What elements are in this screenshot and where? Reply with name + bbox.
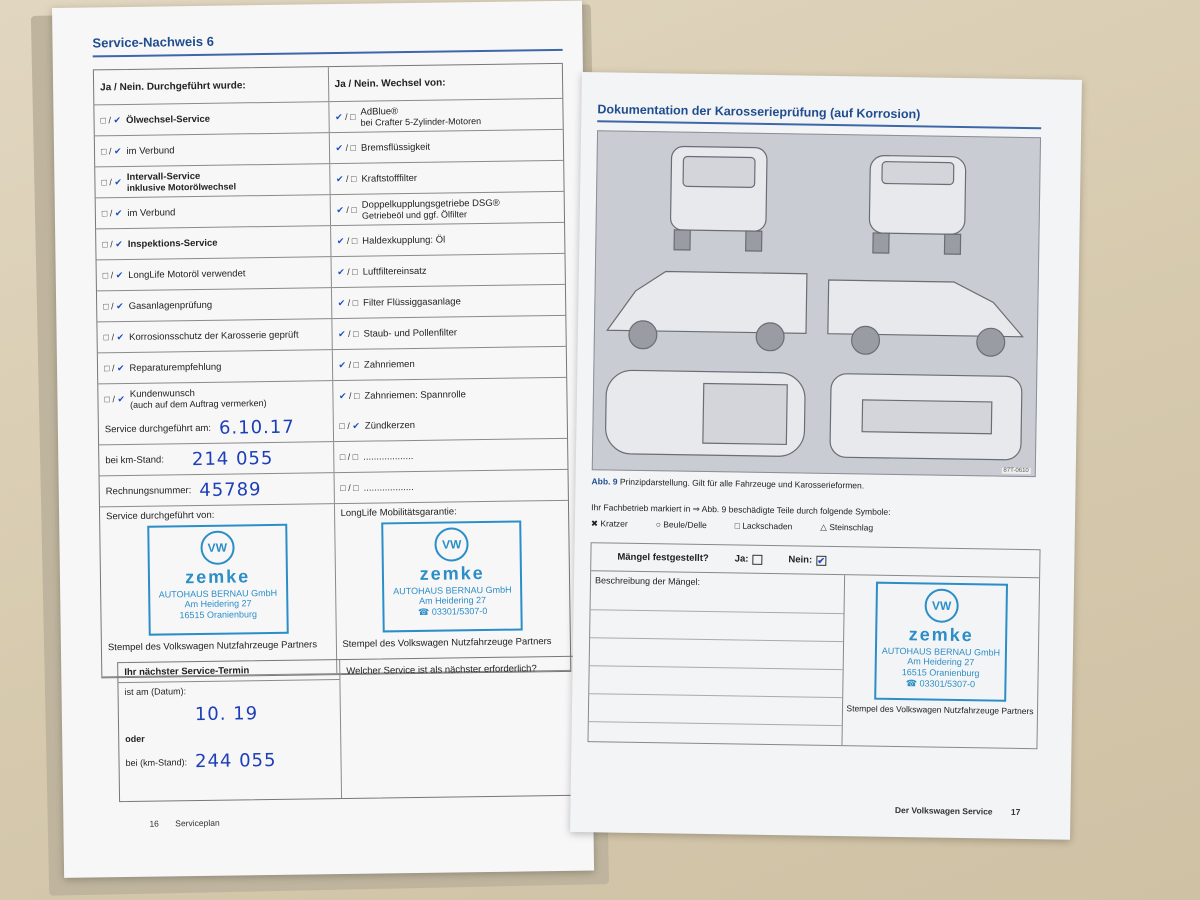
rear-wheel-right [746,231,762,251]
checkbox-pair[interactable]: ✔ / □ [338,328,359,339]
yes-label: Ja: [734,553,749,565]
next-service-box [117,656,577,802]
stamp-caption: Stempel des Volkswagen Nutzfahrzeuge Partners [846,703,1034,717]
right-page [570,72,1082,840]
stamp-line1: AUTOHAUS BERNAU GmbH [393,584,512,596]
cargo-bed [703,383,787,444]
checkbox-pair[interactable]: □ / □ [340,482,359,494]
row-right-label: Filter Flüssiggasanlage [363,295,461,309]
stamp-line2: Am Heidering 27 [418,595,487,607]
km-value: 214 055 [191,447,274,470]
checkbox-pair[interactable]: ✔ / □ [335,142,357,153]
row-right-sub: Getriebeöl und ggf. Ölfilter [361,208,468,221]
next-service-question: Welcher Service ist als nächster erforderlich? [346,663,537,677]
legend-stone-chip: △ Steinschlag [820,521,874,533]
row-left-label: im Verbund [127,206,176,219]
checkbox-pair[interactable]: □ / ✔ [104,393,126,404]
row-left-label: Inspektions-Service [127,237,218,250]
rear-wheel-left [674,230,690,250]
next-date-value: 10. 19 [194,703,259,726]
stamp-line1: AUTOHAUS BERNAU GmbH [881,645,1001,658]
stamp-line4: ☎ 03301/5307-0 [418,606,488,618]
checkbox-pair[interactable]: □ / ✔ [103,362,125,373]
symbol-legend [591,518,1041,536]
row-right-label: Haldexkupplung: Öl [362,234,446,247]
stamp-line3: 16515 Oranienburg [901,667,980,679]
row-left-label: LongLife Motoröl verwendet [128,267,246,281]
row-left-label: Kundenwunsch [129,387,195,400]
stamp-line3: 16515 Oranienburg [179,609,258,621]
writing-line [591,609,844,614]
invoice-label: Rechnungsnummer: [105,484,192,497]
row-right-label: Staub- und Pollenfilter [363,326,458,340]
row-left-label: Intervall-Service [126,170,201,183]
stamp-name: zemke [185,566,251,588]
description-label: Beschreibung der Mängel: [594,575,701,587]
checkbox-pair[interactable]: □ / ✔ [101,207,123,218]
caption-label: Abb. 9 [591,476,618,487]
next-date-label: ist am (Datum): [124,686,187,698]
vw-logo-icon: VW [924,588,959,623]
blank-line: ................... [363,450,414,463]
row-right-label: AdBlue® [360,105,399,118]
next-km-label: bei (km-Stand): [125,756,188,768]
stamp-line2: Am Heidering 27 [184,598,252,610]
right-footer [895,805,1021,817]
checkbox-pair[interactable]: □ / ✔ [339,420,360,431]
stamp-caption: Stempel des Volkswagen Nutzfahrzeuge Partners [342,636,552,651]
next-service-title: Ihr nächster Service-Termin [118,660,339,683]
stamp-caption: Stempel des Volkswagen Nutzfahrzeuge Partners [107,639,318,654]
checkbox-pair[interactable]: ✔ / □ [337,266,358,277]
front-wheel-right [944,234,960,254]
checkbox-pair[interactable]: □ / ✔ [103,300,124,311]
row-left-label: Ölwechsel-Service [125,113,211,126]
dealer-stamp [147,524,289,636]
checkbox-pair[interactable]: ✔ / □ [335,173,357,184]
row-right-label: Kraftstofffilter [361,172,418,185]
yes-checkbox[interactable] [752,554,762,564]
checkbox-pair[interactable]: □ / ✔ [103,331,125,342]
stamp-line2: Am Heidering 27 [907,656,975,668]
row-right-label: Luftfiltereinsatz [362,265,427,278]
checkbox-pair[interactable]: □ / ✔ [100,114,122,125]
vw-logo-icon: VW [200,531,234,565]
vehicle-diagram-svg [593,131,1040,476]
legend-paint-damage: □ Lackschaden [734,520,793,532]
service-date-value: 6.10.17 [218,416,295,439]
side-wheel [977,328,1005,356]
underbody [862,400,992,434]
km-label: bei km-Stand: [105,453,165,466]
stamp-name: zemke [419,563,485,584]
windshield [882,162,954,185]
right-footer-label: Der Volkswagen Service [894,805,993,817]
checkbox-pair[interactable]: ✔ / □ [336,235,358,246]
left-page-number: 16 [149,818,159,829]
checkbox-pair[interactable]: □ / ✔ [102,238,123,249]
defects-label: Mängel festgestellt? [617,551,709,565]
spark-plugs-label: Zündkerzen [364,419,416,432]
or-label: oder [125,733,145,745]
stamp-line4: ☎ 03301/5307-0 [905,678,976,690]
row-left-label: Korrosionsschutz der Karosserie geprüft [129,329,299,343]
row-left-sub: inklusive Motorölwechsel [126,180,237,193]
title-rule [597,120,1041,129]
checkbox-pair[interactable]: □ / ✔ [100,145,122,156]
invoice-value: 45789 [199,478,262,501]
side-wheel [629,321,657,349]
rear-window [683,156,755,187]
diagram-code: 87T-0610 [1003,467,1029,475]
col1-header: Ja / Nein. Durchgeführt wurde: [100,79,246,93]
service-by-label: Service durchgeführt von: [106,509,215,523]
blank-line: ................... [363,481,414,494]
row-right-label: Bremsflüssigkeit [360,141,431,154]
row-right-label: Doppelkupplungsgetriebe DSG® [361,197,500,211]
longlife-label: LongLife Mobilitätsgarantie: [340,506,457,520]
checkbox-pair[interactable]: □ / □ [339,451,359,463]
front-wheel-left [873,233,889,253]
right-page-title: Dokumentation der Karosserieprüfung (auf Korrosion) [597,102,921,122]
writing-line [589,693,842,698]
title-rule [93,49,563,58]
marking-info: Ihr Fachbetrieb markiert in ⇒ Abb. 9 beschädigte Teile durch folgende Symbole: [591,502,891,517]
defects-box [587,542,1040,749]
row-left-label: im Verbund [126,144,175,157]
row-left-label: Gasanlagenprüfung [128,299,213,312]
stamp-name: zemke [908,624,974,646]
row-right-label: Zahnriemen: Spannrolle [364,388,466,402]
checkbox-pair[interactable]: ✔ / □ [338,390,360,401]
no-checkbox[interactable]: ✔ [817,555,826,566]
side-wheel [756,323,784,351]
row-right-label: Zahnriemen [363,358,415,371]
row-right-sub: bei Crafter 5-Zylinder-Motoren [360,115,482,128]
dealer-stamp [381,520,523,632]
legend-dent: ○ Beule/Delle [655,519,707,531]
row-left-label: Reparaturempfehlung [129,361,222,374]
stamp-line1: AUTOHAUS BERNAU GmbH [158,587,278,600]
side-wheel [851,326,879,354]
vehicle-diagram [592,130,1041,477]
left-page-title: Service-Nachweis 6 [92,33,214,51]
vw-logo-icon: VW [435,527,469,561]
figure-caption [591,476,864,490]
dealer-stamp [874,582,1008,702]
checkbox-pair[interactable]: □ / ✔ [102,269,124,280]
service-date-label: Service durchgeführt am: [104,422,212,435]
checkbox-pair[interactable]: ✔ / □ [337,297,359,308]
service-table [93,63,571,679]
next-km-value: 244 055 [194,749,277,773]
writing-line [590,665,843,670]
checkbox-pair[interactable]: ✔ / □ [336,204,357,215]
row-left-sub: (auch auf dem Auftrag vermerken) [129,397,267,410]
col2-header: Ja / Nein. Wechsel von: [327,64,562,101]
checkbox-pair[interactable]: ✔ / □ [334,111,356,122]
stamp-row [100,501,570,678]
right-page-number: 17 [1010,806,1021,817]
left-footer [149,818,219,829]
writing-line [589,721,842,726]
legend-scratch: ✖ Kratzer [590,518,628,529]
no-label: Nein: [788,554,813,566]
checkbox-pair[interactable]: ✔ / □ [338,359,360,370]
left-page [52,1,594,878]
checkbox-pair[interactable]: □ / ✔ [101,176,122,187]
writing-line [590,637,843,642]
left-footer-label: Serviceplan [175,817,220,829]
caption-text: Prinzipdarstellung. Gilt für alle Fahrzeuge und Karosserieformen. [619,476,865,491]
